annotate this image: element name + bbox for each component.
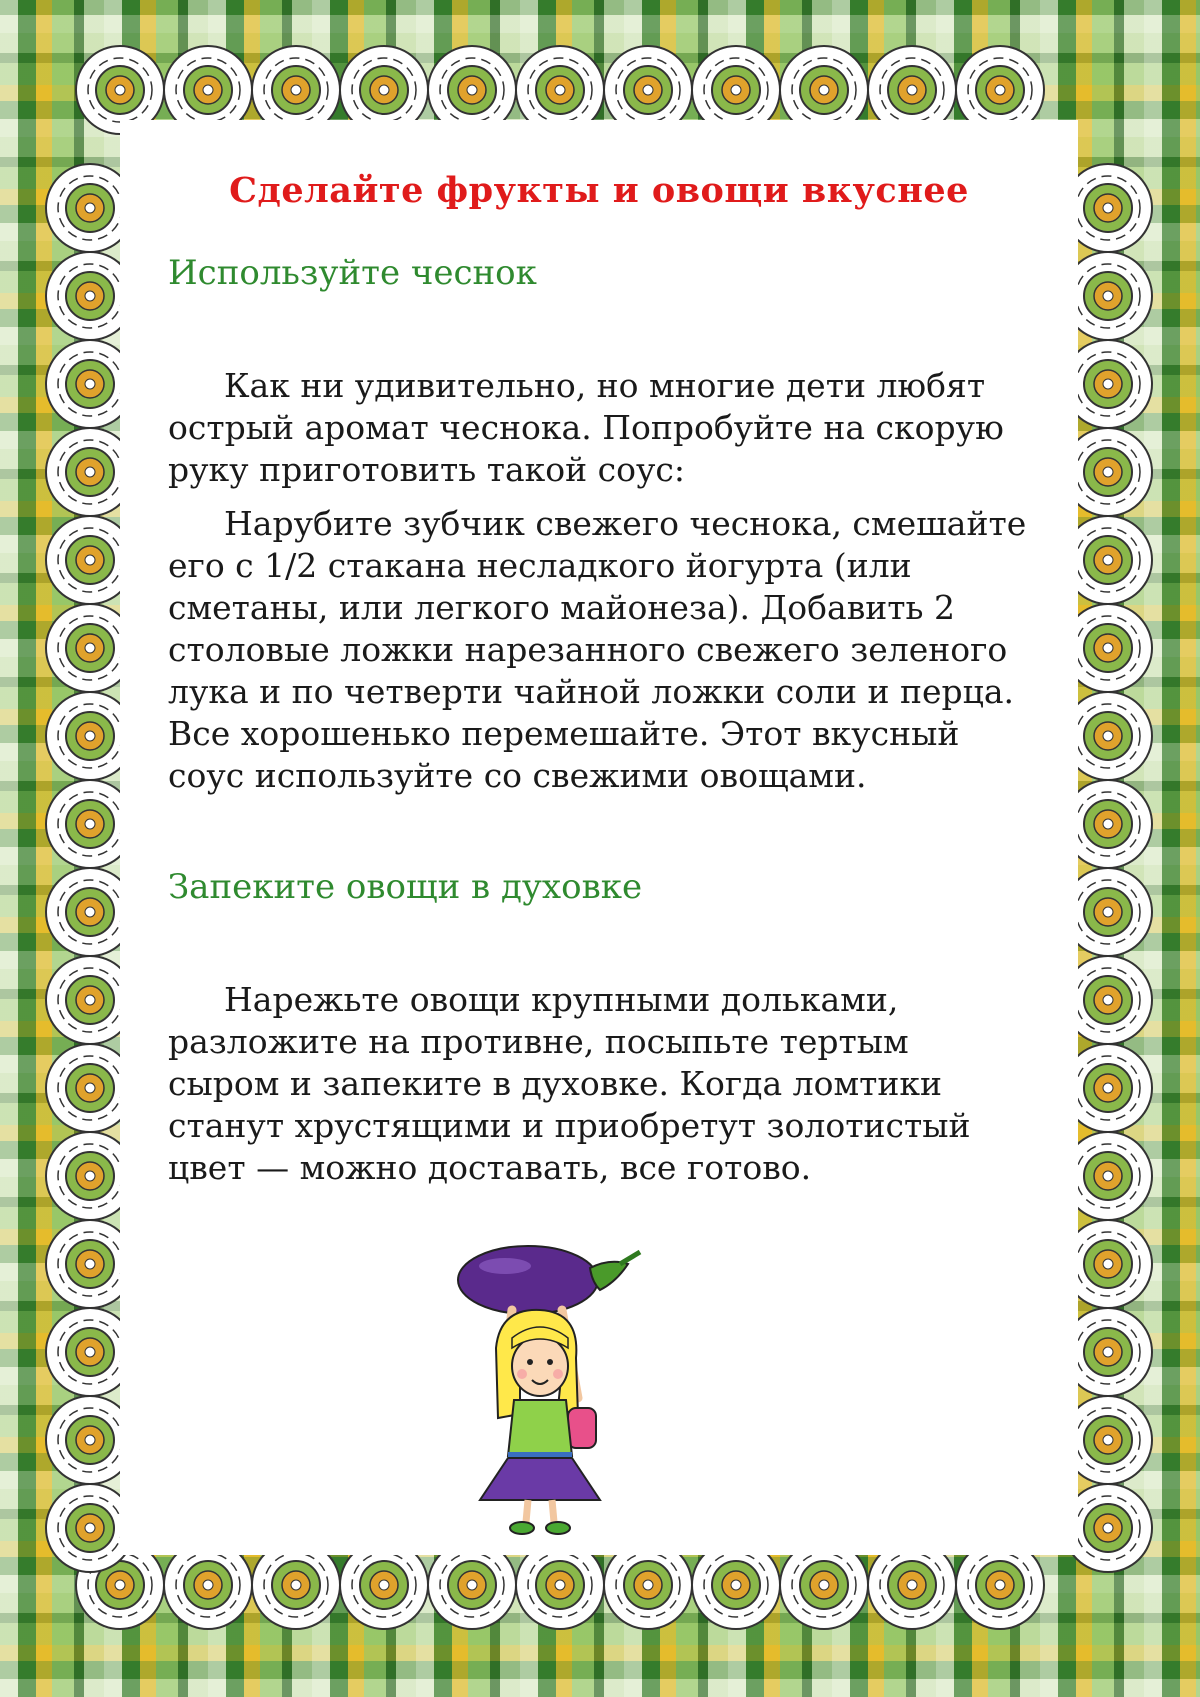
paragraph-garlic-intro: Как ни удивительно, но многие дети любят острый аромат чеснока. Попробуйте на скорую руку приготовить такой соус: [168, 366, 1004, 489]
section-heading-garlic: Используйте чеснок [168, 253, 537, 293]
girl-with-eggplant-illustration [450, 1238, 650, 1538]
page-title: Сделайте фрукты и овощи вкуснее [229, 170, 969, 211]
paragraph-garlic-recipe: Нарубите зубчик свежего чеснока, смешайте его с 1/2 стакана несладкого йогурта (или сметаны, или легкого майонеза). Добавить 2 столовые ложки нарезанного свежего зеленого лука и по четверти чайной ложки соли и перца. Все хорошенько перемешайте. Этот вкусный соус используйте со свежими овощами. [168, 504, 1027, 795]
section-heading-oven: Запеките овощи в духовке [168, 867, 643, 907]
content-card [120, 120, 1078, 1555]
paragraph-oven-recipe: Нарежьте овощи крупными дольками, разложите на противне, посыпьте тертым сыром и запеките в духовке. Когда ломтики станут хрустящими и приобретут золотистый цвет — можно доставать, все готово. [168, 980, 971, 1187]
